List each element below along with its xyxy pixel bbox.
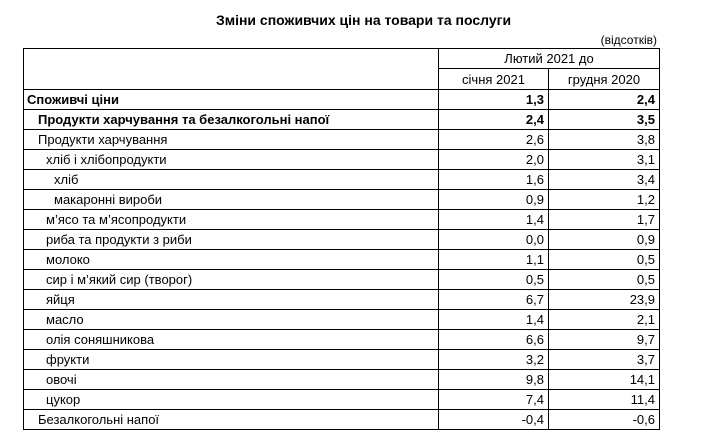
- row-label: риба та продукти з риби: [24, 230, 439, 250]
- row-label: олія соняшникова: [24, 330, 439, 350]
- row-label: м’ясо та м’ясопродукти: [24, 210, 439, 230]
- table-body: [24, 90, 660, 430]
- value-vs-january: 1,4: [439, 310, 549, 330]
- value-vs-january: -0,4: [439, 410, 549, 430]
- row-label: яйця: [24, 290, 439, 310]
- value-vs-january: 6,6: [439, 330, 549, 350]
- value-vs-december: 0,5: [549, 270, 660, 290]
- row-label: макаронні вироби: [24, 190, 439, 210]
- row-label: цукор: [24, 390, 439, 410]
- value-vs-january: 2,4: [439, 110, 549, 130]
- value-vs-december: 11,4: [549, 390, 660, 410]
- table-row: [24, 370, 660, 390]
- price-change-table: [23, 48, 660, 430]
- row-label: Безалкогольні напої: [24, 410, 439, 430]
- table-row: [24, 290, 660, 310]
- row-label: Споживчі ціни: [24, 90, 439, 110]
- table-row: [24, 410, 660, 430]
- table-header: [24, 49, 660, 90]
- value-vs-december: 1,2: [549, 190, 660, 210]
- table-row: [24, 310, 660, 330]
- header-period: Лютий 2021 до: [439, 49, 660, 69]
- table-row: [24, 190, 660, 210]
- value-vs-december: 1,7: [549, 210, 660, 230]
- table-row: [24, 210, 660, 230]
- value-vs-january: 1,3: [439, 90, 549, 110]
- table-row: [24, 330, 660, 350]
- row-label: масло: [24, 310, 439, 330]
- table-row: [24, 110, 660, 130]
- value-vs-december: 2,1: [549, 310, 660, 330]
- table-row: [24, 230, 660, 250]
- row-label: молоко: [24, 250, 439, 270]
- value-vs-january: 2,0: [439, 150, 549, 170]
- row-label: фрукти: [24, 350, 439, 370]
- value-vs-december: 3,4: [549, 170, 660, 190]
- value-vs-december: -0,6: [549, 410, 660, 430]
- unit-label: (відсотків): [600, 33, 657, 47]
- row-label: овочі: [24, 370, 439, 390]
- value-vs-january: 2,6: [439, 130, 549, 150]
- value-vs-january: 6,7: [439, 290, 549, 310]
- value-vs-december: 23,9: [549, 290, 660, 310]
- table-row: [24, 270, 660, 290]
- value-vs-december: 3,5: [549, 110, 660, 130]
- value-vs-january: 0,5: [439, 270, 549, 290]
- value-vs-december: 3,1: [549, 150, 660, 170]
- value-vs-january: 1,6: [439, 170, 549, 190]
- table-row: [24, 250, 660, 270]
- value-vs-january: 1,1: [439, 250, 549, 270]
- value-vs-january: 7,4: [439, 390, 549, 410]
- header-col-2: грудня 2020: [549, 69, 660, 90]
- row-label: хліб: [24, 170, 439, 190]
- value-vs-january: 0,9: [439, 190, 549, 210]
- value-vs-january: 9,8: [439, 370, 549, 390]
- value-vs-december: 3,7: [549, 350, 660, 370]
- header-blank-cell: [24, 49, 439, 90]
- table-row: [24, 350, 660, 370]
- value-vs-december: 9,7: [549, 330, 660, 350]
- value-vs-december: 0,5: [549, 250, 660, 270]
- value-vs-december: 2,4: [549, 90, 660, 110]
- table-row: [24, 130, 660, 150]
- value-vs-december: 0,9: [549, 230, 660, 250]
- table-row: [24, 170, 660, 190]
- page-title: Зміни споживчих цін на товари та послуги: [215, 12, 512, 28]
- row-label: хліб і хлібопродукти: [24, 150, 439, 170]
- row-label: сир і м’який сир (творог): [24, 270, 439, 290]
- value-vs-january: 1,4: [439, 210, 549, 230]
- value-vs-january: 3,2: [439, 350, 549, 370]
- row-label: Продукти харчування: [24, 130, 439, 150]
- value-vs-december: 3,8: [549, 130, 660, 150]
- value-vs-january: 0,0: [439, 230, 549, 250]
- value-vs-december: 14,1: [549, 370, 660, 390]
- header-col-1: січня 2021: [439, 69, 549, 90]
- table-row: [24, 150, 660, 170]
- table-row: [24, 390, 660, 410]
- table-row: [24, 90, 660, 110]
- row-label: Продукти харчування та безалкогольні напої: [24, 110, 439, 130]
